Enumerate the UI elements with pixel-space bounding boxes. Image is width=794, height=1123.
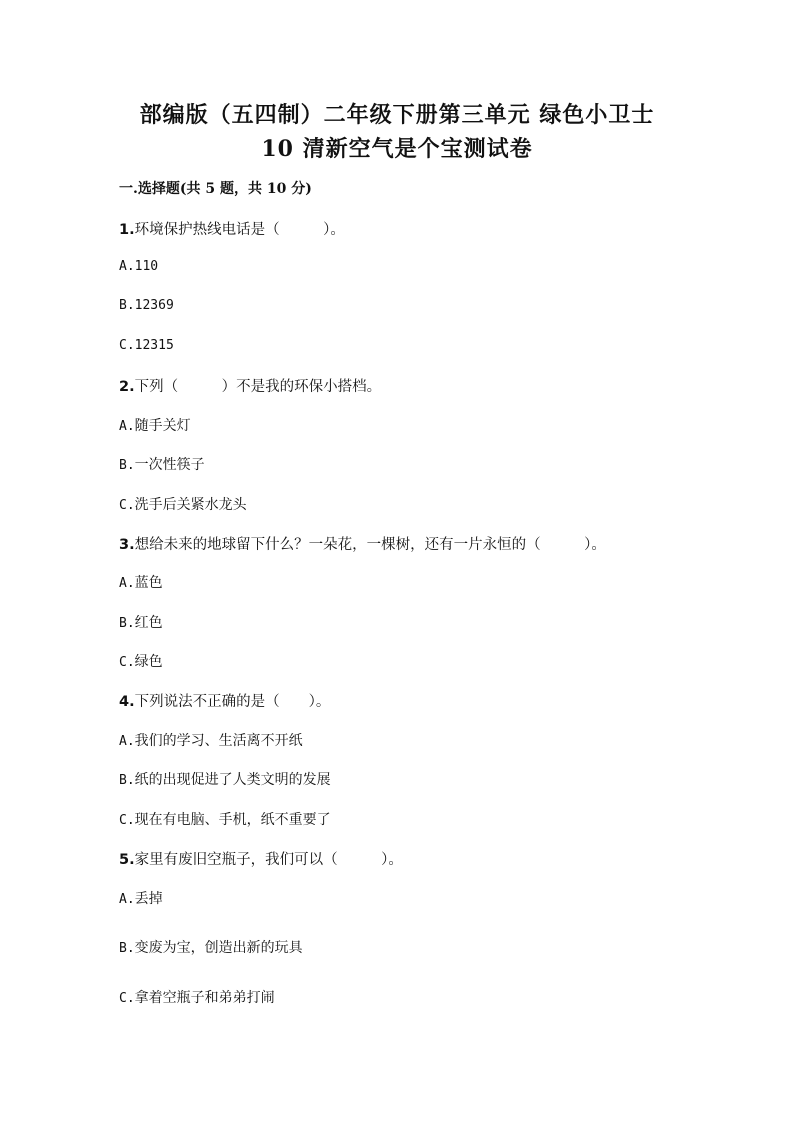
question-1-option-a [119,258,158,274]
question-stem: 下列（ ）不是我的环保小搭档。 [134,379,382,395]
document-subtitle: 10 清新空气是个宝测试卷 [261,136,533,162]
question-1 [119,218,345,239]
option-letter: A. [119,576,135,591]
option-text: 随手关灯 [134,418,191,434]
question-stem: 家里有废旧空瓶子，我们可以（ ）。 [134,852,403,868]
option-letter: C. [119,991,135,1006]
question-2 [119,375,381,396]
option-text: 现在有电脑、手机，纸不重要了 [134,812,331,828]
section-heading: 一.选择题(共 5 题，共 10 分) [119,181,312,197]
option-text: 绿色 [134,654,163,670]
option-text: 12315 [134,338,174,353]
option-letter: B. [119,941,135,956]
question-3-option-c [119,651,163,671]
option-letter: A. [119,892,135,907]
question-4-option-c [119,809,331,829]
question-5 [119,848,403,869]
question-5-option-b [119,937,303,957]
question-number: 1. [119,222,135,238]
question-number: 5. [119,852,135,868]
option-letter: A. [119,419,135,434]
option-text: 丢掉 [134,891,163,907]
option-text: 蓝色 [134,575,163,591]
option-letter: C. [119,655,135,670]
question-1-option-c [119,337,174,353]
option-letter: A. [119,259,135,274]
question-2-option-c [119,494,247,514]
question-3-option-b [119,612,163,632]
question-stem: 想给未来的地球留下什么？一朵花，一棵树，还有一片永恒的（ ）。 [134,537,606,553]
question-number: 2. [119,379,135,395]
option-text: 纸的出现促进了人类文明的发展 [134,772,331,788]
question-stem: 下列说法不正确的是（ ）。 [134,694,331,710]
question-number: 3. [119,537,135,553]
question-2-option-a [119,415,191,435]
option-letter: B. [119,773,135,788]
option-text: 洗手后关紧水龙头 [134,497,247,513]
option-text: 我们的学习、生活离不开纸 [134,733,303,749]
question-2-option-b [119,454,205,474]
option-text: 110 [134,259,159,274]
option-text: 一次性筷子 [134,457,205,473]
question-4 [119,690,330,711]
question-number: 4. [119,694,135,710]
question-5-option-c [119,987,275,1007]
question-4-option-a [119,730,303,750]
option-text: 拿着空瓶子和弟弟打闹 [134,990,275,1006]
option-text: 变废为宝，创造出新的玩具 [134,940,303,956]
option-letter: C. [119,498,135,513]
option-letter: B. [119,458,135,473]
option-letter: C. [119,813,135,828]
question-3-option-a [119,572,163,592]
question-3 [119,533,606,554]
option-letter: B. [119,298,135,313]
option-text: 12369 [134,298,174,313]
question-stem: 环境保护热线电话是（ ）。 [134,222,345,238]
option-letter: B. [119,616,135,631]
question-5-option-a [119,888,163,908]
option-letter: A. [119,734,135,749]
question-4-option-b [119,769,331,789]
question-1-option-b [119,297,174,313]
document-title: 部编版（五四制）二年级下册第三单元 绿色小卫士 [139,102,655,128]
option-text: 红色 [134,615,163,631]
option-letter: C. [119,338,135,353]
